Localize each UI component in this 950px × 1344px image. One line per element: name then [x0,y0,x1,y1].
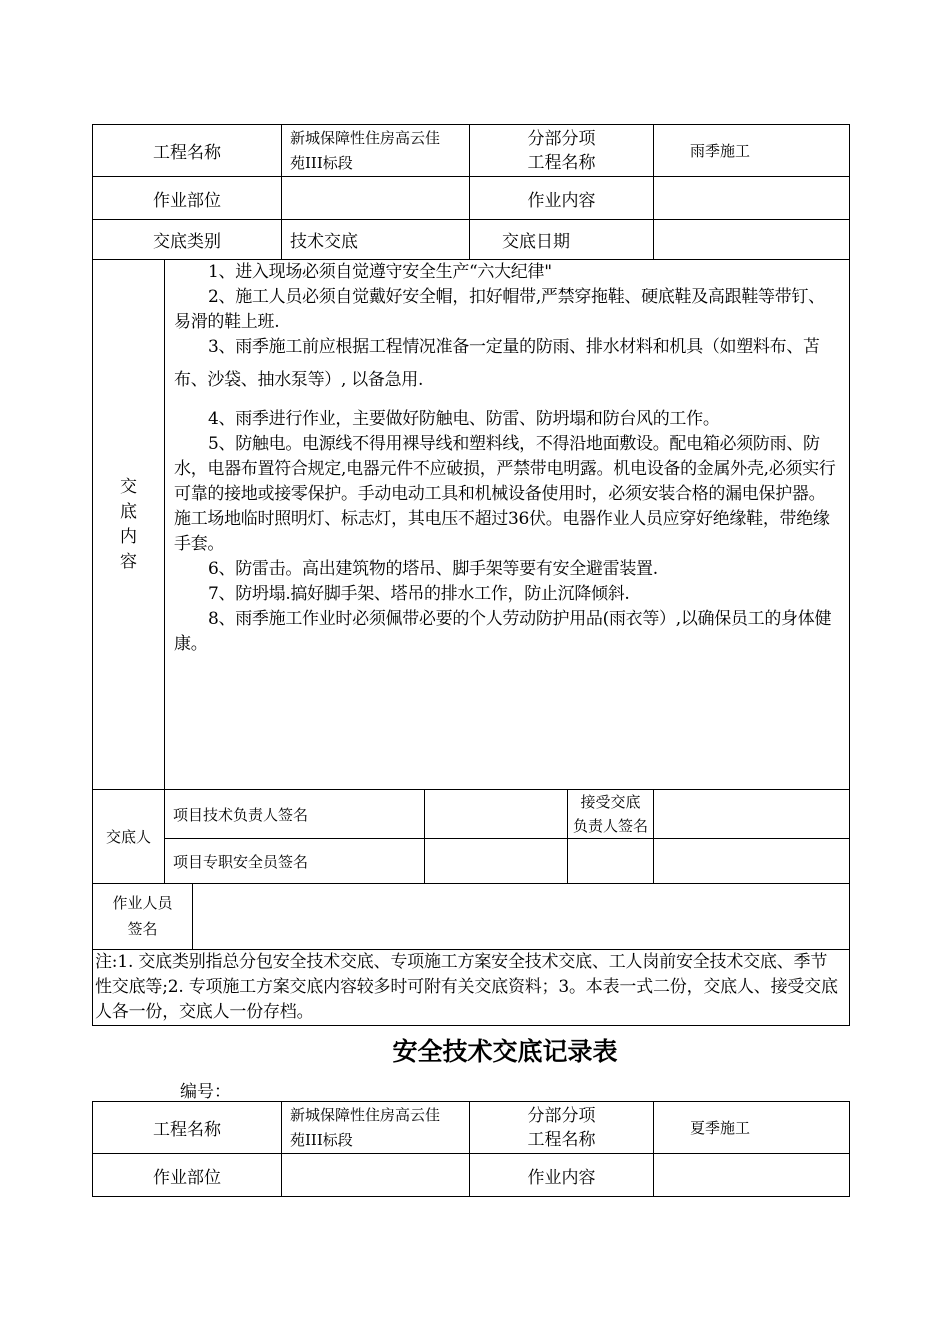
project-name-value-line2: 苑III标段 [290,153,353,172]
workers-sign-label-line1: 作业人员 [112,894,173,912]
sub-project-label-line1: 分部分项 [527,128,596,149]
receiver-sign-field[interactable] [654,790,850,839]
content-paragraph: 5、防触电。电源线不得用裸导线和塑料线，不得沿地面敷设。配电箱必须防雨、防水，电器布置符合规定,电器元件不应破损，严禁带电明露。机电设备的金属外壳,必须实行可靠的接地或接零保护。手动电动工具和机械设备使用时，必须安装合格的漏电保护器。施工场地临时照明灯、标志灯，其电压不超过36伏。电器作业人员应穿好绝缘鞋，带绝缘手套。 [174,434,836,554]
workers-sign-label [93,884,282,950]
content-paragraph: 7、防坍塌.搞好脚手架、塔吊的排水工作，防止沉降倾斜. [208,584,630,604]
tech-lead-sign-label: 项目技术负责人签名 [165,790,425,839]
content-label-char: 交 [120,476,137,497]
discloser-label: 交底人 [93,790,165,884]
content-paragraph: 1、进入现场必须自觉遵守安全生产“六大纪律" [208,262,552,282]
content-paragraph: 6、防雷击。高出建筑物的塔吊、脚手架等要有安全避雷装置. [208,559,658,579]
workers-sign-field[interactable] [282,884,850,950]
project-name-value [282,1102,470,1154]
work-location-value [282,1154,470,1197]
content-paragraph: 2、施工人员必须自觉戴好安全帽，扣好帽带,严禁穿拖鞋、硬底鞋及高跟鞋等带钉、易滑的鞋上班. [174,287,825,332]
content-paragraph: 4、雨季进行作业，主要做好防触电、防雷、防坍塌和防台风的工作。 [208,409,720,429]
date-value [654,220,850,260]
project-name-value [282,125,470,177]
type-label: 交底类别 [93,220,282,260]
sub-project-label-line1: 分部分项 [527,1105,596,1126]
sub-project-label-line2: 工程名称 [527,152,596,173]
work-location-label: 作业部位 [93,1154,282,1197]
sub-project-label [470,125,654,177]
sub-project-value: 雨季施工 [654,125,850,177]
content-label-char: 内 [120,526,137,547]
work-content-label: 作业内容 [470,177,654,220]
tech-lead-sign-field[interactable] [425,790,568,839]
work-location-value [282,177,470,220]
sub-project-value: 夏季施工 [654,1102,850,1154]
content-paragraph: 3、雨季施工前应根据工程情况准备一定量的防雨、排水材料和机具（如塑料布、苫布、沙袋、抽水泵等）, 以备急用. [174,337,820,390]
content-paragraph: 8、雨季施工作业时必须佩带必要的个人劳动防护用品(雨衣等）,以确保员工的身体健康。 [174,609,832,654]
page-title: 安全技术交底记录表 [392,1037,618,1066]
content-label-char: 容 [120,551,137,572]
content-label-char: 底 [120,501,137,522]
project-name-value-line2: 苑III标段 [290,1130,353,1149]
project-name-value-line1: 新城保障性住房高云佳 [290,1105,441,1124]
work-content-value [654,1154,850,1197]
disclosure-table [92,124,850,1026]
table-note: 注:1. 交底类别指总分包安全技术交底、专项施工方案安全技术交底、工人岗前安全技术交底、季节性交底等;2. 专项施工方案交底内容较多时可附有关交底资料；3。本表一式二份，交底人、接受交底人各一份，交底人一份存档。 [93,950,850,1026]
sub-project-label-line2: 工程名称 [527,1129,596,1150]
receiver-label-line2: 负责人签名 [573,817,649,835]
work-location-label: 作业部位 [93,177,282,220]
disclosure-table-2 [92,1101,850,1197]
receiver-label-line1: 接受交底 [580,793,641,811]
project-name-label: 工程名称 [93,125,282,177]
date-label: 交底日期 [470,220,654,260]
workers-sign-field-start[interactable] [193,884,282,949]
serial-number-label: 编号： [180,1082,231,1102]
safety-officer-sign-field[interactable] [425,839,568,884]
workers-sign-label-line2: 签名 [127,920,158,938]
safety-officer-extra-cell [568,839,654,884]
sub-project-label [470,1102,654,1154]
project-name-label: 工程名称 [93,1102,282,1154]
disclosure-content [165,260,850,790]
content-label [93,260,165,790]
safety-officer-sign-label: 项目专职安全员签名 [165,839,425,884]
work-content-value [654,177,850,220]
receiver-sign-label [568,790,654,839]
type-value: 技术交底 [282,220,470,260]
work-content-label: 作业内容 [470,1154,654,1197]
project-name-value-line1: 新城保障性住房高云佳 [290,128,441,147]
safety-officer-extra-cell [654,839,850,884]
